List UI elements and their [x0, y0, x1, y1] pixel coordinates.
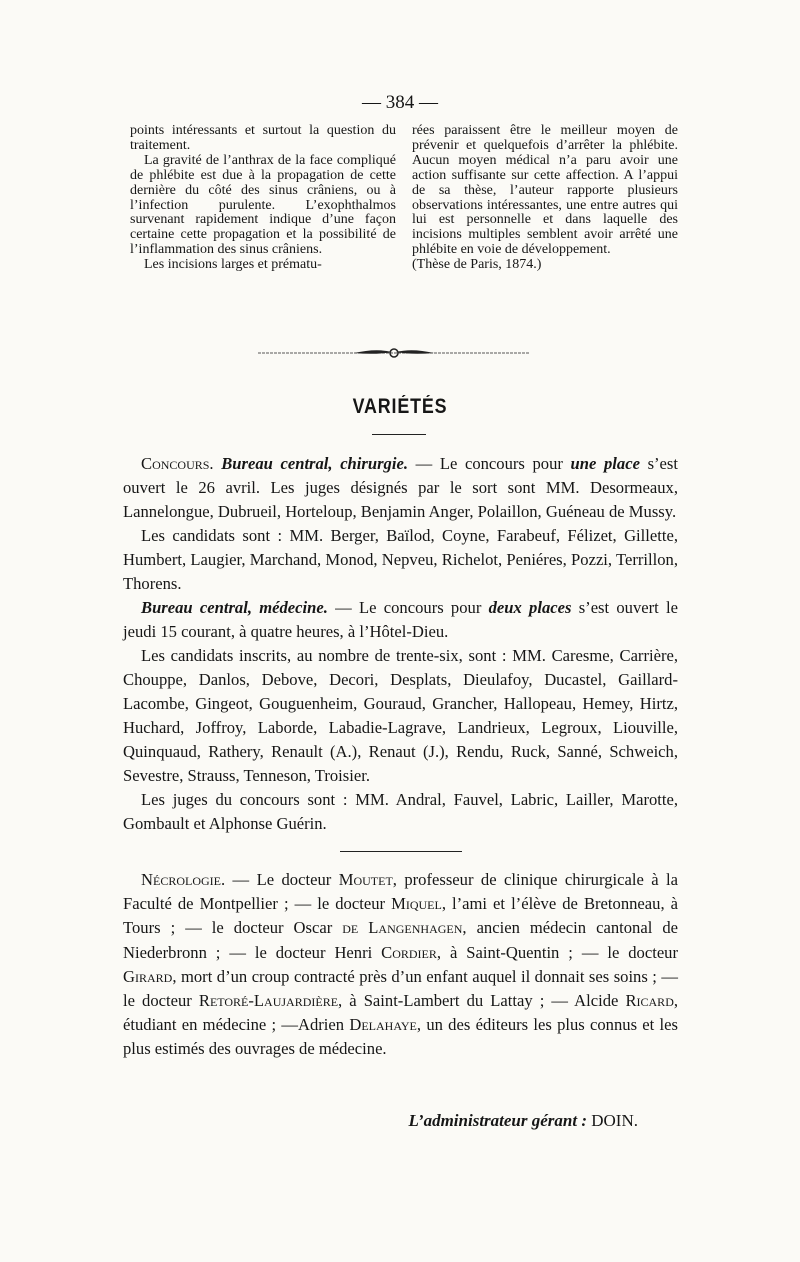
text-run: — Le docteur	[225, 870, 339, 889]
concours-subheading: Bureau central, chirurgie.	[221, 454, 408, 473]
concours-label: Concours.	[141, 454, 214, 473]
emphasis: une place	[570, 454, 640, 473]
text-run: — Le concours pour	[407, 454, 571, 473]
left-column-paragraph: Les incisions larges et prématu-	[144, 257, 322, 273]
text-run: , ancien médecin cantonal de Niederbronn ; — le docteur Henri	[123, 918, 678, 962]
concours-paragraph-2: Les candidats sont : MM. Berger, Baïlod, Coyne, Farabeuf, Félizet, Gillette, Humbert, Laugier, Marchand, Monod, Nepveu, Richelot, Peniéres, Pozzi, Terrillon, Thorens.	[123, 526, 678, 593]
text-run: , un des éditeurs les plus connus et les plus estimés des ouvrages de médecine.	[123, 1015, 678, 1059]
concours-paragraph-4: Les candidats inscrits, au nombre de trente-six, sont : MM. Caresme, Carrière, Chouppe, Danlos, Debove, Decori, Desplats, Dieulafoy, Ducastel, Gaillard-Lacombe, Gingeot, Gouguenheim, Gouraud, Grancher, Hallopeau, Hemey, Hirtz, Huchard, Joffroy, Laborde, Labadie-Lagrave, Landrieux, Legroux, Liouville, Quinquaud, Rathery, Renault (A.), Renaut (J.), Rendu, Ruck, Sanné, Schweich, Sevestre, Strauss, Tenneson, Troisier.	[123, 646, 678, 785]
person-name: Moutet	[338, 870, 393, 889]
concours-paragraph-3	[123, 596, 678, 644]
emphasis: deux places	[488, 598, 572, 617]
text-run: s’est ouvert le 26 avril. Les juges désignés par le sort sont MM. Desormeaux, Lannelongue, Dubrueil, Horteloup, Benjamin Anger, Polaillon, Guéneau de Mussy.	[123, 454, 678, 521]
concours-paragraph-1	[123, 452, 678, 524]
left-column-paragraph: points intéressants et surtout la question du traitement.	[130, 123, 396, 153]
two-column-text	[130, 124, 678, 273]
left-column	[130, 124, 396, 273]
person-name: Ricard	[625, 991, 674, 1011]
concours-paragraph-5: Les juges du concours sont : MM. Andral, Fauvel, Labric, Lailler, Marotte, Gombault et Alphonse Guérin.	[123, 790, 678, 833]
left-column-paragraph: La gravité de l’anthrax de la face compliqué de phlébite est due à la propagation de cette dernière du côté des sinus crâniens, ou à l’infection purulente. L’exophthalmos survenant rapidement indique d’une façon certaine cette propagation et la possibilité de l’inflammation des sinus crâniens.	[130, 152, 396, 258]
person-name: Cordier	[381, 942, 437, 962]
necrologie-paragraph	[123, 868, 678, 1062]
text-run: , professeur de clinique chirurgicale à la Faculté de Montpellier ; — le docteur	[123, 870, 678, 914]
text-run: , à Saint-Lambert du Lattay ; — Alcide	[338, 991, 626, 1011]
signature-name: DOIN.	[591, 1111, 638, 1130]
concours-section	[123, 452, 678, 836]
concours-subheading: Bureau central, médecine.	[141, 598, 328, 617]
necrologie-section	[123, 868, 678, 1062]
person-name: Girard	[123, 966, 173, 986]
page-number: — 384 —	[362, 92, 438, 113]
person-name: Delahaye	[349, 1015, 417, 1035]
ornament-divider	[258, 346, 530, 360]
signature-role: L’administrateur gérant :	[408, 1111, 587, 1130]
person-name: de Langenhagen	[342, 918, 463, 938]
title-rule	[372, 434, 426, 435]
text-run: , mort d’un croup contracté près d’un enfant auquel il donnait ses soins ; — le docteur	[123, 966, 678, 1011]
right-column-paragraph: rées paraissent être le meilleur moyen de prévenir et quelquefois d’arrêter la phlébite. Aucun moyen médical n’a paru avoir une action suffisante sur cette affection. A l’appui de sa thèse, l’auteur rapporte plusieurs observations intéressantes, une entre autres qui lui est personnelle et dans laquelle des incisions multiples semblent avoir arrêté une phlébite en voie de développement.	[412, 123, 678, 258]
necrologie-label: Nécrologie.	[141, 870, 226, 889]
text-run: s’est ouvert le jeudi 15 courant, à quatre heures, à l’Hôtel-Dieu.	[123, 598, 679, 641]
right-column	[412, 124, 678, 273]
text-run: , à Saint-Quentin ; — le docteur	[436, 942, 679, 962]
right-column-paragraph: (Thèse de Paris, 1874.)	[412, 257, 542, 273]
person-name: Retoré-Laujardière	[198, 991, 339, 1011]
signature	[390, 1111, 638, 1131]
text-run: , l’ami et l’élève de Bretonneau, à Tours ; — le docteur Oscar	[123, 894, 678, 938]
person-name: Miquel	[391, 894, 442, 914]
text-run: — Le concours pour	[327, 598, 489, 617]
section-title: VARIÉTÉS	[352, 395, 448, 418]
text-run: , étudiant en médecine ; —Adrien	[123, 991, 679, 1035]
section-rule	[340, 851, 462, 852]
